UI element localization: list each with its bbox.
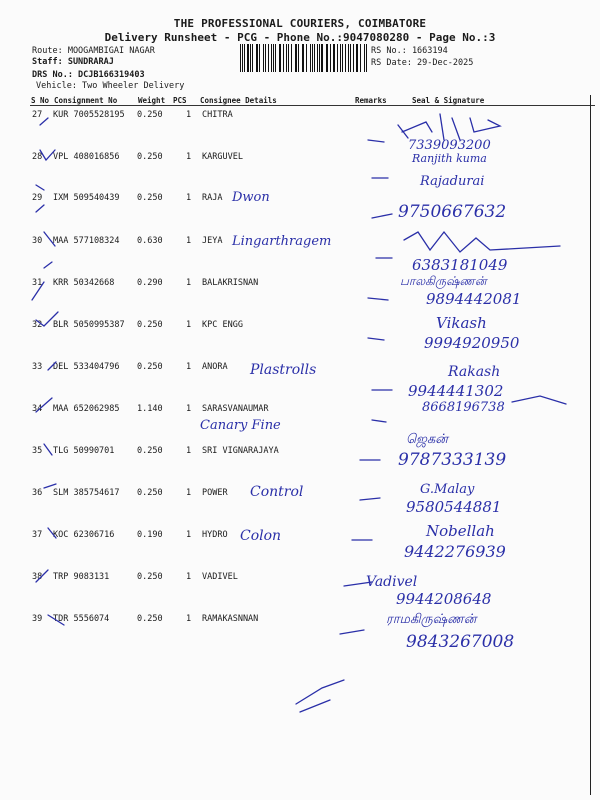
row-sno: 33 (32, 362, 43, 372)
row-pcs: 1 (186, 488, 192, 498)
signature-name-31: பாலகிருஷ்ணன் (400, 274, 487, 288)
barcode-bar (263, 44, 264, 72)
row-consignment-no: TRP 9083131 (53, 572, 110, 582)
row-weight: 0.630 (137, 236, 163, 246)
signature-phone-35: 9787333139 (398, 450, 507, 470)
row-consignee: SRI VIGNARAJAYA (202, 446, 279, 456)
drs-number: DRS No.: DCJB166319403 (32, 70, 145, 80)
row-sno: 32 (32, 320, 43, 330)
row-weight: 0.250 (137, 614, 163, 624)
runsheet-subtitle: Delivery Runsheet - PCG - Phone No.:9047080280 - Page No.:3 (104, 31, 496, 44)
row-sno: 35 (32, 446, 43, 456)
table-row (0, 404, 600, 418)
handwritten-note-jeya: Lingarthragem (232, 234, 332, 249)
row-consignee: RAJA (202, 193, 223, 203)
col-header-weight: Weight (138, 96, 166, 105)
col-header-pcs: PCS (173, 96, 187, 105)
row-consignment-no: TDR 5556074 (53, 614, 110, 624)
dash-mark (368, 140, 384, 142)
barcode-bar (310, 44, 311, 72)
row-weight: 0.250 (137, 152, 163, 162)
barcode-bar (259, 44, 260, 72)
handwritten-note-sarasvanaumar: Canary Fine (200, 418, 281, 433)
handwritten-note-power: Control (250, 484, 304, 500)
row-weight: 0.290 (137, 278, 163, 288)
dash-mark (340, 630, 364, 634)
rs-date: RS Date: 29-Dec-2025 (371, 58, 474, 68)
barcode-bar (327, 44, 328, 72)
table-row (0, 614, 600, 628)
barcode (240, 44, 368, 72)
row-sno: 38 (32, 572, 43, 582)
handwritten-note-raja: Dwon (232, 190, 270, 205)
row-pcs: 1 (186, 152, 192, 162)
row-sno: 39 (32, 614, 43, 624)
row-consignment-no: KRR 50342668 (53, 278, 115, 288)
handwritten-note-hydro: Colon (240, 528, 282, 544)
rs-number: RS No.: 1663194 (371, 46, 448, 56)
signature-name-29: Rajadurai (420, 174, 485, 189)
signature-phone-32: 9994920950 (424, 334, 520, 352)
barcode-bar (247, 44, 248, 72)
row-consignee: JEYA (202, 236, 223, 246)
row-consignment-no: KOC 62306716 (53, 530, 115, 540)
row-consignment-no: TLG 50990701 (53, 446, 115, 456)
barcode-bar (364, 44, 365, 72)
signature-phone-27: 7339093200 (408, 138, 491, 153)
row-consignee: VADIVEL (202, 572, 238, 582)
col-header-consignee: Consignee Details (200, 96, 277, 105)
barcode-bar (357, 44, 358, 72)
row-consignee: RAMAKASNNAN (202, 614, 259, 624)
row-weight: 1.140 (137, 404, 163, 414)
barcode-bar (340, 44, 341, 72)
row-consignee: KARGUVEL (202, 152, 243, 162)
signature-phone-34: 8668196738 (422, 400, 505, 415)
col-header-seal: Seal & Signature (412, 96, 485, 105)
signature-phone-38: 9944208648 (396, 590, 492, 608)
row-consignee: SARASVANAUMAR (202, 404, 269, 414)
row-consignment-no: BLR 5050995387 (53, 320, 125, 330)
col-header-remarks: Remarks (355, 96, 387, 105)
row-pcs: 1 (186, 193, 192, 203)
row-weight: 0.250 (137, 110, 163, 120)
signature-phone-31: 9894442081 (426, 290, 522, 308)
barcode-bar (275, 44, 276, 72)
row-consignee: KPC ENGG (202, 320, 243, 330)
table-row (0, 530, 600, 544)
row-consignment-no: KUR 7005528195 (53, 110, 125, 120)
signature-phone-36: 9580544881 (406, 498, 502, 516)
signature-phone-37: 9442276939 (404, 542, 506, 561)
dash-mark (372, 420, 386, 422)
barcode-bar (271, 44, 272, 72)
signature-name-36: G.Malay (420, 482, 475, 497)
barcode-bar (283, 44, 284, 72)
row-pcs: 1 (186, 320, 192, 330)
signature-phone-39: 9843267008 (406, 632, 515, 652)
row-pcs: 1 (186, 572, 192, 582)
table-row (0, 152, 600, 166)
row-pcs: 1 (186, 530, 192, 540)
col-header-sno: S No (31, 96, 50, 105)
row-pcs: 1 (186, 362, 192, 372)
dash-mark (368, 298, 388, 300)
row-consignment-no: SLM 385754617 (53, 488, 120, 498)
barcode-bar (317, 44, 318, 72)
row-pcs: 1 (186, 404, 192, 414)
row-weight: 0.250 (137, 193, 163, 203)
row-sno: 37 (32, 530, 43, 540)
signature-name-32: Vikash (436, 314, 487, 332)
barcode-bar (321, 44, 322, 72)
col-header-consignment: Consignment No (54, 96, 118, 105)
dash-mark (368, 338, 384, 340)
table-row (0, 193, 600, 207)
signature-name-35: ஜெகன் (406, 432, 448, 447)
row-consignment-no: MAA 577108324 (53, 236, 120, 246)
row-consignee: CHITRA (202, 110, 233, 120)
table-row (0, 446, 600, 460)
row-weight: 0.250 (137, 488, 163, 498)
barcode-bar (288, 44, 289, 72)
signature-name-33: Rakash (448, 364, 501, 380)
row-consignment-no: IXM 509540439 (53, 193, 120, 203)
signature-name-27: Ranjith kuma (412, 152, 487, 165)
row-consignment-no: DEL 533404796 (53, 362, 120, 372)
row-consignee: ANORA (202, 362, 228, 372)
company-title: THE PROFESSIONAL COURIERS, COIMBATORE (173, 17, 427, 30)
signature-phone-30: 6383181049 (412, 256, 508, 274)
barcode-bar (240, 44, 241, 72)
row-sno: 34 (32, 404, 43, 414)
row-weight: 0.250 (137, 320, 163, 330)
signature-phone-33: 9944441302 (408, 382, 504, 400)
row-weight: 0.250 (137, 572, 163, 582)
table-row (0, 320, 600, 334)
row-pcs: 1 (186, 446, 192, 456)
barcode-bar (306, 44, 307, 72)
signature-name-39: ராமகிருஷ்ணன் (386, 612, 477, 627)
barcode-bar (252, 44, 253, 72)
table-row (0, 110, 600, 124)
tick-mark (44, 262, 52, 268)
scribble-sign (512, 396, 566, 404)
barcode-bar (350, 44, 351, 72)
barcode-bar (348, 44, 349, 72)
signature-phone-29: 9750667632 (398, 202, 507, 222)
row-consignment-no: MAA 652062985 (53, 404, 120, 414)
row-consignee: BALAKRISNAN (202, 278, 259, 288)
barcode-bar (334, 44, 335, 72)
row-sno: 28 (32, 152, 43, 162)
row-pcs: 1 (186, 614, 192, 624)
row-sno: 31 (32, 278, 43, 288)
table-row (0, 572, 600, 586)
barcode-bar (291, 44, 292, 72)
route-label: Route: MOOGAMBIGAI NAGAR (32, 46, 155, 56)
tick-mark (36, 185, 44, 190)
row-pcs: 1 (186, 236, 192, 246)
row-sno: 29 (32, 193, 43, 203)
dash-mark (372, 214, 392, 218)
row-consignee: POWER (202, 488, 228, 498)
vehicle-label: Vehicle: Two Wheeler Delivery (36, 81, 185, 91)
signature-name-38: Vadivel (366, 574, 418, 590)
row-weight: 0.250 (137, 362, 163, 372)
row-pcs: 1 (186, 110, 192, 120)
row-sno: 36 (32, 488, 43, 498)
scribble-sign (296, 680, 344, 712)
row-sno: 30 (32, 236, 43, 246)
staff-label: Staff: SUNDRARAJ (32, 57, 114, 67)
handwritten-note-anora: Plastrolls (250, 362, 317, 378)
signature-name-37: Nobellah (426, 522, 495, 540)
row-weight: 0.190 (137, 530, 163, 540)
row-weight: 0.250 (137, 446, 163, 456)
row-consignment-no: VPL 408016856 (53, 152, 120, 162)
row-sno: 27 (32, 110, 43, 120)
header-rule (30, 105, 595, 106)
barcode-bar (298, 44, 299, 72)
row-pcs: 1 (186, 278, 192, 288)
row-consignee: HYDRO (202, 530, 228, 540)
